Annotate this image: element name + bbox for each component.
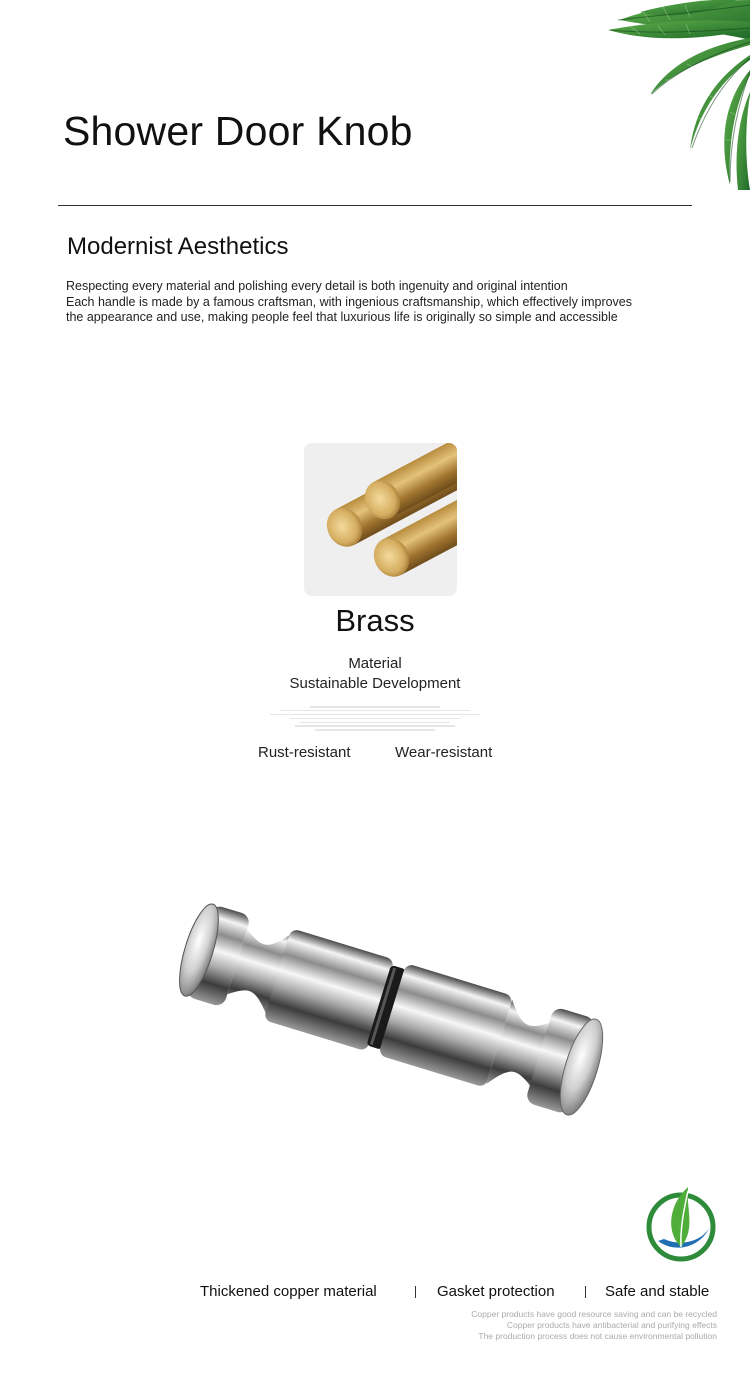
highlight-separator	[415, 1286, 416, 1298]
intro-line: Respecting every material and polishing every detail is both ingenuity and original intention	[66, 279, 568, 293]
highlight-separator	[585, 1286, 586, 1298]
highlight-gasket: Gasket protection	[437, 1283, 555, 1300]
intro-line: the appearance and use, making people feel that luxurious life is originally so simple and accessible	[66, 310, 618, 324]
material-label: Material	[348, 655, 402, 672]
material-name: Brass	[335, 603, 415, 638]
eco-notes	[471, 1309, 717, 1342]
feature-wear-resistant: Wear-resistant	[395, 744, 493, 761]
eco-note: Copper products have good resource saving and can be recycled	[471, 1309, 717, 1319]
intro-paragraph	[66, 279, 706, 326]
eco-note: The production process does not cause environmental pollution	[478, 1331, 717, 1341]
page-title: Shower Door Knob	[63, 108, 413, 154]
eco-note: Copper products have antibacterial and purifying effects	[506, 1320, 717, 1330]
faint-text-block	[270, 706, 480, 733]
title-divider	[58, 205, 692, 206]
highlight-copper: Thickened copper material	[200, 1283, 377, 1300]
highlight-safe: Safe and stable	[605, 1283, 710, 1300]
eco-leaf-icon	[644, 1183, 718, 1263]
intro-line: Each handle is made by a famous craftsman, with ingenious craftsmanship, which effectively improves	[66, 294, 633, 309]
brass-rods-image	[304, 443, 457, 596]
palm-leaf-icon	[500, 0, 750, 190]
material-tagline: Sustainable Development	[289, 675, 461, 692]
feature-rust-resistant: Rust-resistant	[258, 744, 351, 761]
section-heading: Modernist Aesthetics	[67, 233, 289, 260]
shower-door-knob-image	[160, 890, 630, 1130]
